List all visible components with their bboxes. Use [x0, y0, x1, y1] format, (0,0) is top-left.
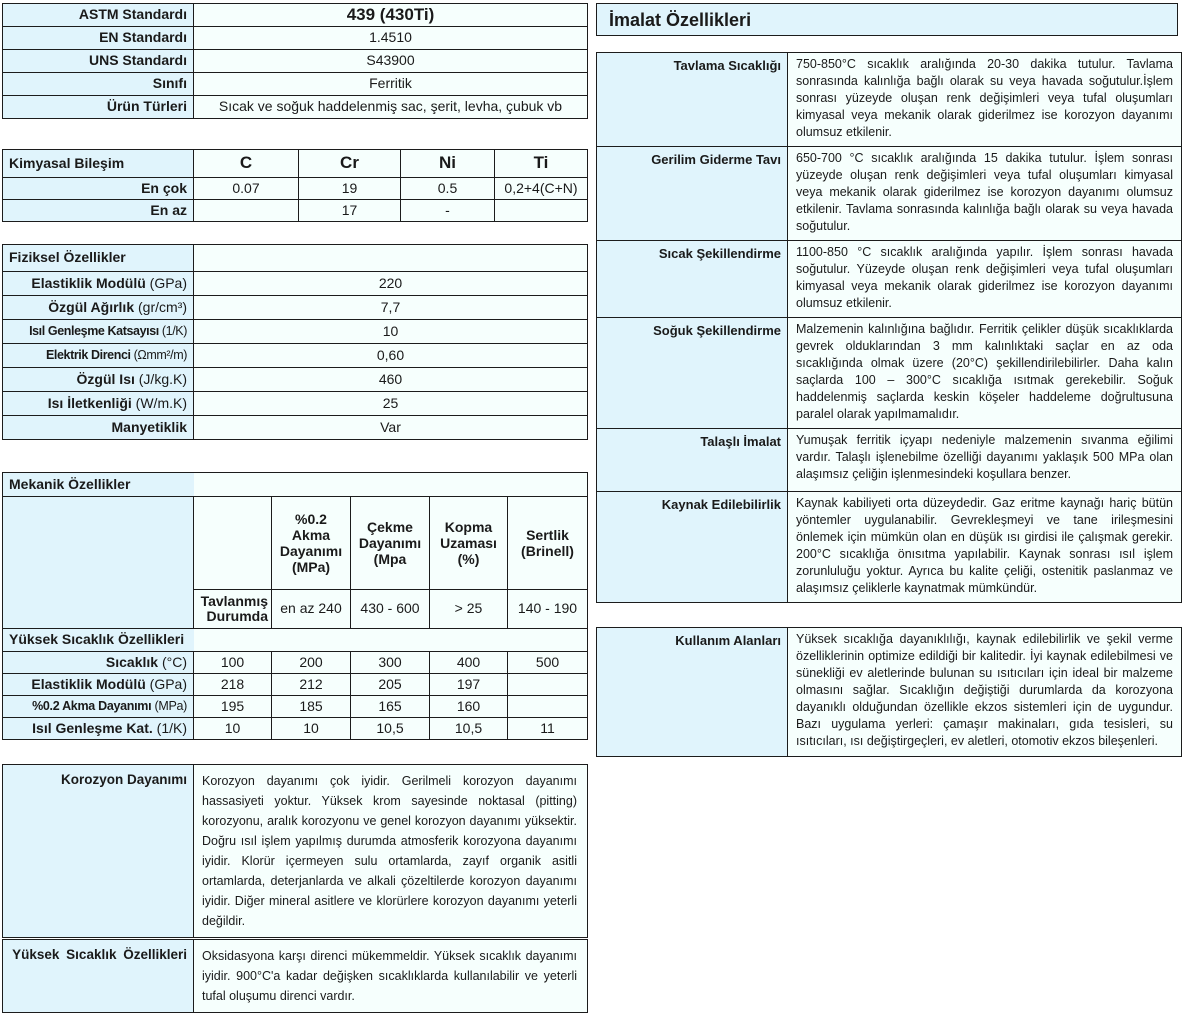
cold-forming-label: Soğuk Şekillendirme	[597, 318, 788, 429]
annealed-yield: en az 240	[272, 590, 351, 629]
label-text: Isı İletkenliği	[47, 394, 132, 411]
table-row	[597, 147, 1182, 241]
astm-value: 439 (430Ti)	[194, 4, 588, 27]
elastic-modulus-value: 220	[194, 272, 588, 296]
unit-text: (W/m.K)	[135, 394, 187, 411]
label-text: Manyetiklik	[111, 418, 187, 435]
table-row	[597, 241, 1182, 318]
table-row	[3, 96, 588, 119]
col-elongation: Kopma Uzaması (%)	[430, 497, 508, 590]
uns-value: S43900	[194, 50, 588, 73]
label-text: Isıl Genleşme Katsayısı	[29, 323, 159, 338]
ht-te-300: 10,5	[351, 718, 430, 740]
table-row	[3, 696, 588, 718]
magnetism-label	[3, 416, 194, 440]
table-row	[597, 53, 1182, 147]
table-row	[3, 497, 588, 590]
product-types-label: Ürün Türleri	[3, 96, 194, 119]
temp-100: 100	[194, 652, 272, 674]
table-row	[3, 368, 588, 392]
ht-te-500: 11	[508, 718, 588, 740]
magnetism-value: Var	[194, 416, 588, 440]
manufacturing-table	[596, 52, 1182, 603]
specific-heat-value: 460	[194, 368, 588, 392]
table-row	[3, 296, 588, 320]
label-spacer	[3, 497, 194, 629]
table-row	[3, 765, 588, 938]
table-row	[3, 272, 588, 296]
temp-400: 400	[430, 652, 508, 674]
table-row	[3, 674, 588, 696]
usage-label: Kullanım Alanları	[597, 628, 788, 757]
ht-te-400: 10,5	[430, 718, 508, 740]
thermal-expansion-label	[3, 320, 194, 344]
table-row	[3, 940, 588, 1013]
label-text: Elektrik Direnci	[45, 347, 131, 362]
min-c	[194, 200, 299, 222]
label-text: Isıl Genleşme Kat.	[32, 719, 153, 736]
table-row	[3, 320, 588, 344]
ht-te-200: 10	[272, 718, 351, 740]
high-temp-text-table	[2, 939, 588, 1013]
max-ti: 0,2+4(C+N)	[495, 178, 588, 200]
table-row	[3, 178, 588, 200]
unit-text: (GPa)	[149, 675, 187, 692]
ht-elastic-modulus-label	[3, 674, 194, 696]
temp-300: 300	[351, 652, 430, 674]
ht-em-100: 218	[194, 674, 272, 696]
min-ti	[495, 200, 588, 222]
ht-ys-400: 160	[430, 696, 508, 718]
ht-em-300: 205	[351, 674, 430, 696]
ht-ys-100: 195	[194, 696, 272, 718]
temp-200: 200	[272, 652, 351, 674]
table-row	[3, 629, 588, 652]
usage-table	[596, 627, 1182, 757]
hot-forming-label: Sıcak Şekillendirme	[597, 241, 788, 318]
specific-heat-label	[3, 368, 194, 392]
label-text: %0.2 Akma Dayanımı	[32, 698, 152, 713]
empty-cell	[194, 473, 588, 497]
table-row	[3, 652, 588, 674]
temperature-label	[3, 652, 194, 674]
ht-em-500	[508, 674, 588, 696]
element-ti: Ti	[495, 150, 588, 178]
hot-forming-text: 1100-850 °C sıcaklık aralığında yapılır. İşlem sonrası havada soğutulur. Yüzeyde oluşan renk değişimleri veya tufal oluşumları kimyasal veya mekanik olarak giderilmez ise korozyon dayanımı olumsuz etkilenir.	[788, 241, 1182, 318]
min-cr: 17	[299, 200, 401, 222]
chemistry-title: Kimyasal Bileşim	[3, 150, 194, 178]
unit-text: (MPa)	[154, 698, 187, 713]
physical-title: Fiziksel Özellikler	[3, 245, 194, 272]
label-text: Elastiklik Modülü	[31, 675, 146, 692]
col-hardness: Sertlik (Brinell)	[508, 497, 588, 590]
ht-ys-500	[508, 696, 588, 718]
unit-text: (J/kg.K)	[138, 370, 187, 387]
max-cr: 19	[299, 178, 401, 200]
high-temp-text: Oksidasyona karşı direnci mükemmeldir. Yüksek sıcaklık dayanımı iyidir. 900°C'a kadar değişken sıcaklıklarda kullanılabilir ve yeterli tufal oluşumu direnci vardır.	[194, 940, 588, 1013]
unit-text: (1/K)	[161, 323, 187, 338]
ht-ys-200: 185	[272, 696, 351, 718]
label-text: Özgül Ağırlık	[48, 298, 135, 315]
manufacturing-title: İmalat Özellikleri	[596, 3, 1178, 36]
table-row	[3, 245, 588, 272]
annealed-hardness: 140 - 190	[508, 590, 588, 629]
table-row	[3, 50, 588, 73]
unit-text: (GPa)	[149, 274, 187, 291]
empty-cell	[194, 497, 272, 590]
max-label: En çok	[3, 178, 194, 200]
unit-text: (1/K)	[156, 719, 187, 736]
class-value: Ferritik	[194, 73, 588, 96]
electrical-resistance-value: 0,60	[194, 344, 588, 368]
table-row	[3, 150, 588, 178]
machining-label: Talaşlı İmalat	[597, 429, 788, 492]
corrosion-text: Korozyon dayanımı çok iyidir. Gerilmeli korozyon dayanımı hassasiyeti yoktur. Yüksek krom sayesinde noktasal (pitting) korozyonu, aralık korozyonu ve genel korozyon dayanımı yüksektir. Doğru ısıl işlem yapılmış durumda atmosferik korozyona dayanımı iyidir. Klorür içermeyen sulu ortamlarda, zayıf organik asitli ortamlarda, deterjanlarda ve alkali çözeltilerde korozyon dayanımı iyidir. Diğer mineral asitlere ve klorürlere korozyon dayanımı yeterli değildir.	[194, 765, 588, 938]
thermal-conductivity-label	[3, 392, 194, 416]
stress-relief-label: Gerilim Giderme Tavı	[597, 147, 788, 241]
weldability-text: Kaynak kabiliyeti orta düzeydedir. Gaz eritme kaynağı hariç bütün yöntemler uygulanabilir. Gevrekleşmeyi ve tane irileşmesini önlemek için mümkün olan en düşük ısı girdisi ile çalışmak gerekir. 200°C sıcaklığa önısıtma yapılabilir. Kaynak sonrası ısıl işlem zorunluluğu yoktur. Ayrıca bu kalite çeliği, ostenitik paslanmaz ve alaşımsız çeliklerle kaynatmak mümkündür.	[788, 492, 1182, 603]
class-label: Sınıfı	[3, 73, 194, 96]
density-value: 7,7	[194, 296, 588, 320]
usage-text: Yüksek sıcaklığa dayanıklılığı, kaynak edilebilirlik ve şekil verme özelliklerinin optimize edildiği bir kalitedir. İyi kaynak edilebilmesi ve sünekliği ev aletlerinde bulunan su ısıtıcıları için ideal bir malzeme olmasını sağlar. Sıcaklığın değiştiği durumlarda da korozyona dayanıklı olduğundan özellikle ekzos sistemleri için de uygundur. Bazı uygulama yerleri: çamaşır makinaları, gıda tesisleri, su ısıtıcıları, ısı değiştirgeçleri, ev aletleri, otomotiv ekzos bileşenleri.	[788, 628, 1182, 757]
table-row	[597, 628, 1182, 757]
table-row	[3, 344, 588, 368]
label-text: Sıcaklık	[105, 653, 159, 670]
ht-em-400: 197	[430, 674, 508, 696]
table-row	[3, 416, 588, 440]
temp-500: 500	[508, 652, 588, 674]
unit-text: (Ωmm²/m)	[133, 347, 187, 362]
density-label	[3, 296, 194, 320]
annealed-label: Tavlanmış Durumda	[194, 590, 272, 629]
table-row	[3, 27, 588, 50]
corrosion-table	[2, 764, 588, 938]
table-row	[3, 392, 588, 416]
ht-thermal-expansion-label	[3, 718, 194, 740]
empty-cell	[194, 629, 588, 652]
elastic-modulus-label	[3, 272, 194, 296]
label-text: Elastiklik Modülü	[31, 274, 146, 291]
min-ni: -	[401, 200, 495, 222]
mechanical-table	[2, 472, 588, 740]
max-ni: 0.5	[401, 178, 495, 200]
table-row	[3, 73, 588, 96]
col-yield-strength: %0.2 Akma Dayanımı (MPa)	[272, 497, 351, 590]
identity-table	[2, 3, 588, 119]
annealing-temp-text: 750-850°C sıcaklık aralığında 20-30 dakika tutulur. Tavlama sonrasında kalınlığa bağlı olarak su veya havada soğutulur.İşlem sonrası yüzeyde oluşan renk değişimleri veya tufal oluşumları kimyasal veya mekanik olarak giderilmez ise korozyon dayanımı olumsuz etkilenir.	[788, 53, 1182, 147]
machining-text: Yumuşak ferritik içyapı nedeniyle malzemenin sıvanma eğilimi vardır. Talaşlı işlenebilme özelliği dayanımı yaklaşık 500 MPa olan alaşımsız çeliğin işlenmesindeki koşullara benzer.	[788, 429, 1182, 492]
product-types-value: Sıcak ve soğuk haddelenmiş sac, şerit, levha, çubuk vb	[194, 96, 588, 119]
weldability-label: Kaynak Edilebilirlik	[597, 492, 788, 603]
en-label: EN Standardı	[3, 27, 194, 50]
ht-yield-label	[3, 696, 194, 718]
thermal-conductivity-value: 25	[194, 392, 588, 416]
uns-label: UNS Standardı	[3, 50, 194, 73]
astm-label: ASTM Standardı	[3, 4, 194, 27]
stress-relief-text: 650-700 °C sıcaklık aralığında 15 dakika tutulur. İşlem sonrası yüzeyde oluşan renk değişimleri veya tufal oluşumları kimyasal veya mekanik olarak giderilmez ise korozyon dayanımı olumsuz etkilenir. Tavlama sonrasında kalınlığa bağlı olarak su veya havada soğutulur.	[788, 147, 1182, 241]
electrical-resistance-label	[3, 344, 194, 368]
chemistry-table	[2, 149, 588, 222]
col-tensile-strength: Çekme Dayanımı (Mpa	[351, 497, 430, 590]
high-temp-title: Yüksek Sıcaklık Özellikleri	[3, 629, 194, 652]
min-label: En az	[3, 200, 194, 222]
table-row	[3, 473, 588, 497]
table-row	[3, 4, 588, 27]
element-ni: Ni	[401, 150, 495, 178]
max-c: 0.07	[194, 178, 299, 200]
thermal-expansion-value: 10	[194, 320, 588, 344]
element-cr: Cr	[299, 150, 401, 178]
annealed-elongation: > 25	[430, 590, 508, 629]
physical-table	[2, 244, 588, 440]
unit-text: (°C)	[161, 653, 187, 670]
ht-te-100: 10	[194, 718, 272, 740]
unit-text: (gr/cm³)	[138, 298, 187, 315]
table-row	[597, 429, 1182, 492]
en-value: 1.4510	[194, 27, 588, 50]
mechanical-title: Mekanik Özellikler	[3, 473, 194, 497]
annealed-tensile: 430 - 600	[351, 590, 430, 629]
table-row	[597, 492, 1182, 603]
label-text: Özgül Isı	[76, 370, 135, 387]
element-c: C	[194, 150, 299, 178]
high-temp-text-label: Yüksek Sıcaklık Özellikleri	[3, 940, 194, 1013]
table-row	[3, 200, 588, 222]
table-row	[597, 318, 1182, 429]
empty-cell	[194, 245, 588, 272]
corrosion-label: Korozyon Dayanımı	[3, 765, 194, 938]
cold-forming-text: Malzemenin kalınlığına bağlıdır. Ferritik çelikler düşük sıcaklıklarda gevrek olduklarından 3 mm kalınlıktaki saçlar en az oda sıcaklığında olmak üzere (20°C) şekillendirilebilirler. Daha kalın saçlarda 100 – 300°C sıcaklığa ısıtmak gerekebilir. Soğuk haddelenmiş saçlarda keskin köşeler haddeleme doğrultusuna paralel olarak yapılmamalıdır.	[788, 318, 1182, 429]
ht-em-200: 212	[272, 674, 351, 696]
annealing-temp-label: Tavlama Sıcaklığı	[597, 53, 788, 147]
ht-ys-300: 165	[351, 696, 430, 718]
table-row	[3, 718, 588, 740]
